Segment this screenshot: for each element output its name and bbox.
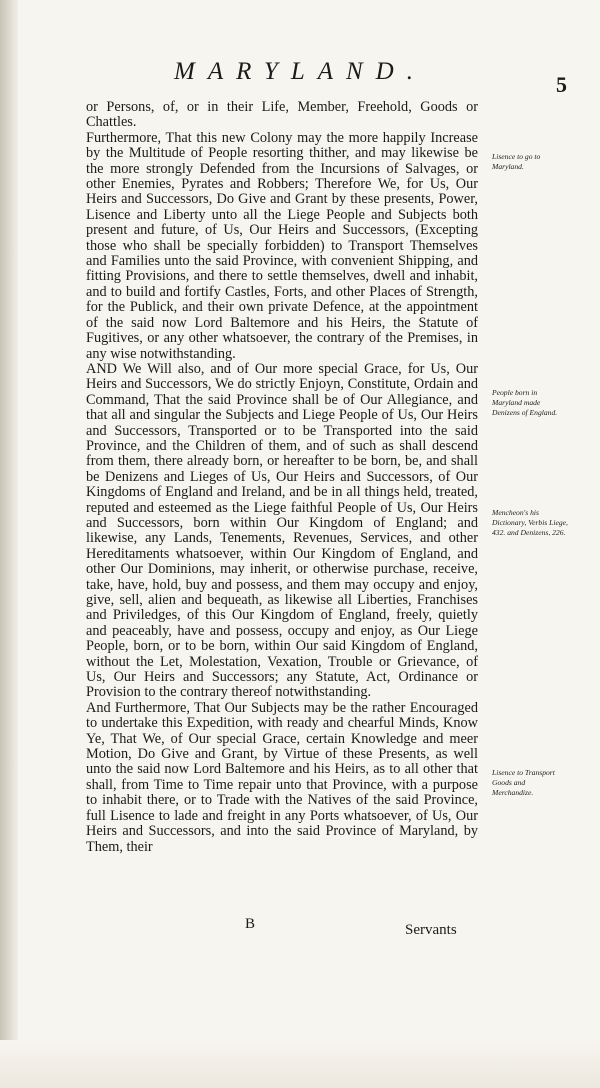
side-note-lisence-maryland: Lisence to go to Maryland. [492,152,541,171]
catchword: Servants [405,922,457,938]
running-head: MARYLAND. [174,58,426,85]
paragraph-allegiance: AND We Will also, and of Our more special Grace, for Us, Our Heirs and Successors, We do strictly Enjoyn, Constitute, Ordain and Command, That the said Province shall be of Our Allegiance, and that all and singular the Subjects and Liege People of Us, Our Heirs and Successors, Transported or to be Transported into the said Province, and the Children of them, and of such as shall descend from them, there already born, or hereafter to be born, be, and shall be Denizens and Lieges of Us, Our Heirs and Successors, of Our Kingdoms of England and Ireland, and be in all things held, treated, reputed and esteemed as the Liege faithful People of Us, Our Heirs and Successors, born within Our Kingdom of England; and likewise, any Lands, Tenements, Revenues, Services, and other Hereditaments whatsoever, within Our Kingdom of England, and other Our Dominions, may inherit, or otherwise purchase, receive, take, have, hold, buy and possess, and them may occupy and enjoy, give, sell, alien and bequeath, as likewise all Liberties, Franchises and Priviledges, of this Our Kingdom of England, freely, quietly and peaceably, have and possess, occupy and enjoy, as Our Liege People, born, or to be born, within Our said Kingdom of England, without the Let, Molestation, Vexation, Trouble or Grievance, of Us, Our Heirs and Successors; any Statute, Act, Ordinance or Provision to the contrary thereof notwithstanding. [86,360,478,701]
paragraph-furthermore: Furthermore, That this new Colony may the more happily Increase by the Multitude of People resorting thither, and may likewise be the more strongly Defended from the Incursions of Salvages, or other Enemies, Pyrates and Robbers; Therefore We, for Us, Our Heirs and Successors, Do Give and Grant by these presents, Power, Lisence and Liberty unto all the Liege People and Subjects both present and future, of Us, Our Heirs and Successors, (Excepting those who shall be specially forbidden) to Transport Themselves and Families unto the said Province, with convenient Shipping, and fitting Provisions, and there to settle themselves, dwell and inhabit, and to build and fortify Castles, Forts, and other Places of Strength, for the Publick, and their own private Defence, at the appointment of the said now Lord Baltemore and his Heirs, the Statute of Fugitives, or any other whatsoever, the contrary of the Premises, in any wise notwithstanding. [86,129,478,362]
side-note-dictionary: Mencheon's his Dictionary, Verbis Liege, 432. and Denizens, 226. [492,508,568,537]
side-note-denizens: People born in Maryland made Denizens of England. [492,388,558,417]
main-text [86,100,478,855]
paragraph-trade: And Furthermore, That Our Subjects may be the rather Encouraged to undertake this Expedition, with ready and chearful Minds, Know Ye, That We, of Our special Grace, certain Knowledge and meer Motion, Do Give and Grant, by Virtue of these Presents, as well unto the said now Lord Baltemore and his Heirs, as to all other that shall, from Time to Time repair unto that Province, with a purpose to inhabit there, or to Trade with the Natives of the said Province, full Lisence to lade and freight in any Ports whatsoever, of Us, Our Heirs and Successors, and into the said Province of Maryland, by Them, their [86,699,478,855]
side-note-merchandize: Lisence to Transport Goods and Merchandize. [492,768,555,797]
signature-mark: B [245,916,256,932]
page-fold-shadow [0,0,18,1088]
paragraph-continuation: or Persons, of, or in their Life, Member, Freehold, Goods or Chattles. [86,99,478,131]
page-bottom-edge [0,1040,600,1088]
page-number: 5 [556,72,567,97]
